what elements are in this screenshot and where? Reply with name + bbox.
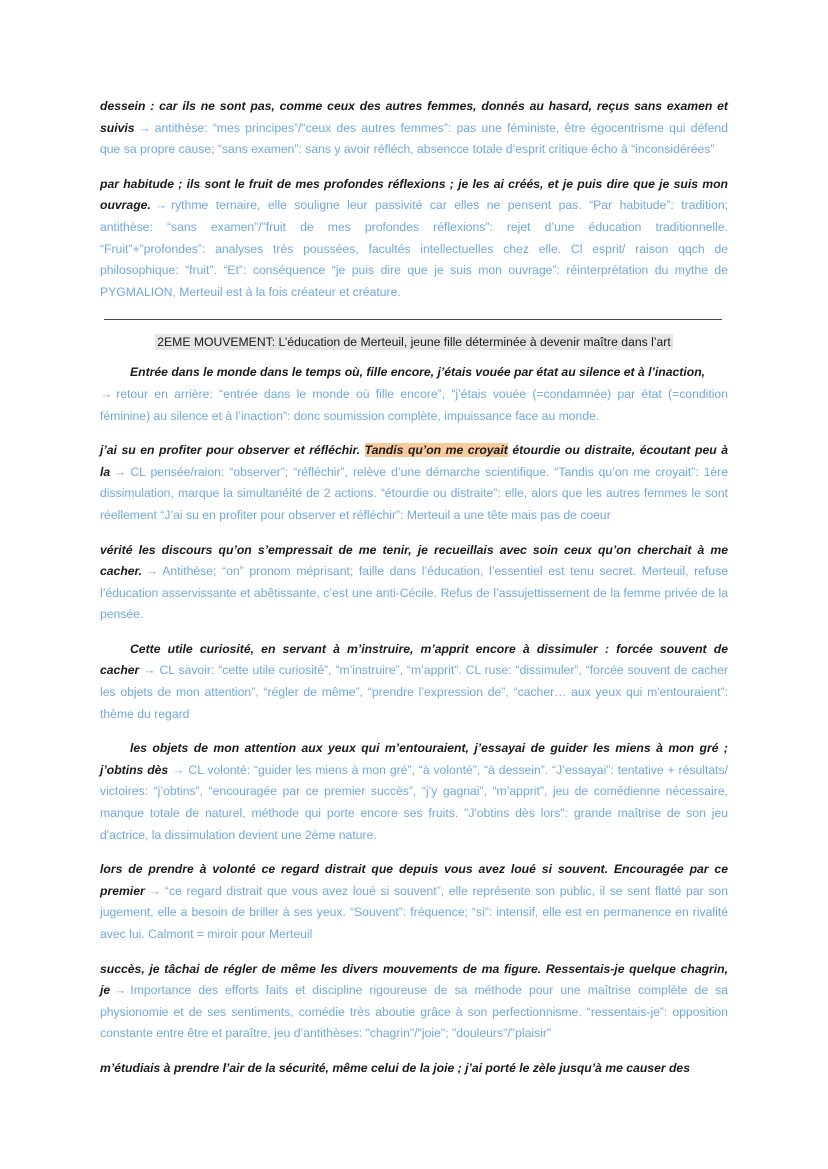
paragraph-5 xyxy=(100,540,728,626)
arrow-right-icon: → xyxy=(114,464,127,479)
paragraph-10 xyxy=(100,1058,728,1080)
highlighted-quote: Tandis qu’on me croyait xyxy=(364,443,508,458)
quote: Cette utile curiosité, en servant à m’instruire, m’apprit encore à dissimuler : forcée souvent de cacher xyxy=(100,641,728,678)
commentary: CL pensée/raion: “observer”; “réfléchir”, relève d’une démarche scientifique. “Tandis qu’on me croyait”: 1ère dissimulation, marque la simultanéité de 2 actions. “étourdie ou distraite”: elle, alors que les autres femmes le sont réellement “J’ai su en profiter pour observer et réfléchir”: Merteuil a une tête mais pas de coeur xyxy=(100,464,728,522)
arrow-right-icon: → xyxy=(143,663,156,678)
arrow-right-icon: → xyxy=(154,198,167,213)
arrow-right-icon: → xyxy=(148,883,161,898)
commentary: retour en arrière: “entrée dans le monde où fille encore”, “j’étais vouée (=condamnée) par état (=condition féminine) au silence et à l’inaction”: donc soumission complète, impuissance face au monde. xyxy=(100,386,728,423)
section-heading-text: 2EME MOUVEMENT: L’éducation de Merteuil, jeune fille déterminée à devenir maître dans l’art xyxy=(157,335,671,350)
arrow-right-icon: → xyxy=(146,564,159,579)
quote-continued: étourdie ou distraite, écoutant peu à la xyxy=(100,443,729,479)
section-heading xyxy=(100,332,728,352)
quote: m’étudiais à prendre l’air de la sécurité, même celui de la joie ; j’ai porté le zèle jusqu’à me causer des xyxy=(100,1060,690,1075)
paragraph-2 xyxy=(100,174,728,304)
arrow-right-icon: → xyxy=(172,762,185,777)
commentary: CL savoir: “cette utile curiosité”, “m’instruire”, “m’apprit”. CL ruse: “dissimuler”, “forcée souvent de cacher les objets de mon attention”, “régler de même”, “prendre l’expression de”, “cacher… aux yeux qui m'entouraient”: thème du regard xyxy=(100,663,728,721)
paragraph-4 xyxy=(100,440,728,526)
arrow-right-icon: → xyxy=(138,120,151,135)
paragraph-9 xyxy=(100,959,728,1045)
paragraph-3 xyxy=(100,362,728,427)
arrow-right-icon: → xyxy=(114,983,127,998)
commentary: antithèse: “mes principes”/“ceux des autres femmes”: pas une féministe, être égocentrisme qui défend que sa propre cause; “sans examen”: sans y avoir réfléch, absencce totale d’esprit critique écho à “inconsidérées” xyxy=(100,120,728,157)
horizontal-divider xyxy=(104,319,722,320)
paragraph-7 xyxy=(100,738,728,846)
quote: vérité les discours qu’on s’empressait de me tenir, je recueillais avec soin ceux qu’on cherchait à me cacher. xyxy=(100,542,728,579)
quote: j’ai su en profiter pour observer et réfléchir. xyxy=(100,443,361,458)
commentary: CL volonté: “guider les miens à mon gré”, “à volonté”, “à dessein”. “J’essayai”: tentative + résultats/ victoires: “j’obtins”, “encouragée par ce premier succès”, “j’y gagnai”, “m’apprit”, jeu de comédienne nécessaire, manque totale de naturel, méthode qui porte encore ses fruits. "J'obtins dès lors": grande maîtrise de son jeu d'actrice, la dissimulation devient une 2ème nature. xyxy=(100,762,728,842)
commentary: Antithèse; “on” pronom méprisant; faille dans l’éducation, l’essentiel est tenu secret. Merteuil, refuse l’éducation asservissante et abêtissante, c’est une anti-Cécile. Refus de l’assujettissement de la femme privée de la pensée. xyxy=(100,564,728,622)
commentary: rythme ternaire, elle souligne leur passivité car elles ne pensent pas. “Par habitude”: tradition; antithèse: “sans examen”/”fruit de mes profondes réflexions”: rejet d’une éducation traditionnelle. “Fruit”+”profondes”: analyses très poussées, facultés intellectuelles chez elle. Cl esprit/ raison qqch de philosophique: “fruit”. “Et”: conséquence “je puis dire que je suis mon ouvrage”: réinterprétation du mythe de PYGMALION, Merteuil est à la fois créateur et créature. xyxy=(100,198,728,299)
quote: lors de prendre à volonté ce regard distrait que depuis vous avez loué si souvent. Encouragée par ce premier xyxy=(100,862,728,898)
commentary: “ce regard distrait que vous avez loué si souvent”, elle représente son public, il se sent flatté par son jugement, elle a besoin de briller à ses yeux. “Souvent”: fréquence; “si”: intensif, elle est en permanence en rivalité avec lui. Calmont = miroir pour Merteuil xyxy=(100,883,728,941)
quote: dessein : car ils ne sont pas, comme ceux des autres femmes, donnés au hasard, reçus sans examen et suivis xyxy=(100,99,728,135)
paragraph-8 xyxy=(100,859,728,945)
quote: par habitude ; ils sont le fruit de mes profondes réflexions ; je les ai créés, et je puis dire que je suis mon ouvrage. xyxy=(100,176,728,213)
commentary: Importance des efforts faits et discipline rigoureuse de sa méthode pour une maîtrise complète de sa physionomie et de ses sentiments, comédie très aboutie grâce à son perfectionnisme. “ressentais-je”: opposition constante entre être et paraître, jeu d’antithèses: "chagrin"/"joie"; "douleurs"/"plaisir" xyxy=(100,983,728,1041)
quote: Entrée dans le monde dans le temps où, fille encore, j’étais vouée par état au silence et à l’inaction, xyxy=(130,365,706,380)
paragraph-6 xyxy=(100,639,728,725)
quote: les objets de mon attention aux yeux qui m’entouraient, j’essayai de guider les miens à mon gré ; j’obtins dès xyxy=(100,741,728,777)
paragraph-1 xyxy=(100,96,728,161)
arrow-right-icon: → xyxy=(100,386,113,401)
quote: succès, je tâchai de régler de même les divers mouvements de ma figure. Ressentais-je quelque chagrin, je xyxy=(100,961,728,998)
